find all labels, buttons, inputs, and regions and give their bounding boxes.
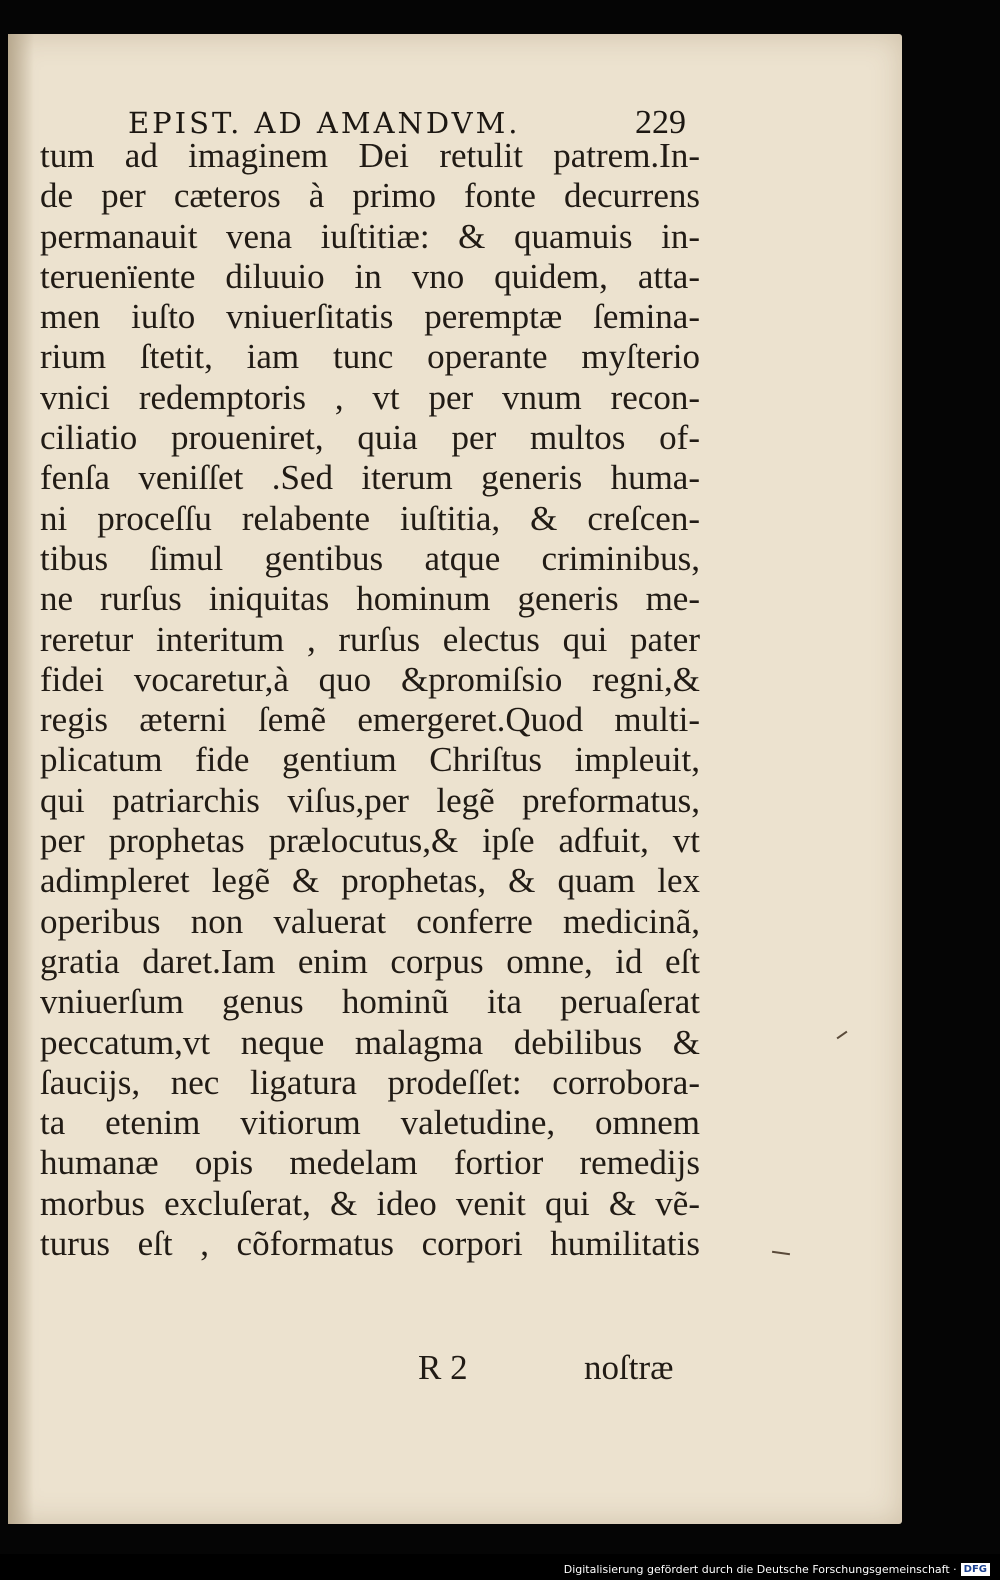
signature-mark: R 2 [418, 1348, 468, 1387]
text-line: turus eſt , cõformatus corpori humilitatis [40, 1224, 700, 1264]
text-line: de per cæteros à primo fonte decurrens [40, 176, 700, 216]
page-number: 229 [635, 104, 686, 141]
text-line: tum ad imaginem Dei retulit patrem.In- [40, 136, 700, 175]
dfg-logo-icon: DFG [961, 1563, 990, 1576]
text-line: ta etenim vitiorum valetudine, omnem [40, 1103, 700, 1143]
text-line: humanæ opis medelam fortior remedijs [40, 1143, 700, 1183]
text-line: per prophetas prælocutus,& ipſe adfuit, vt [40, 821, 700, 861]
text-line: rium ſtetit, iam tunc operante myſterio [40, 337, 700, 377]
text-line: ciliatio proueniret, quia per multos of- [40, 418, 700, 458]
funding-credit [564, 1563, 990, 1577]
text-line: teruenïente diluuio in vno quidem, atta- [40, 256, 700, 296]
text-line: ſaucijs, nec ligatura prodeſſet: corrobora- [40, 1062, 700, 1102]
page-spine-shadow [8, 34, 34, 1524]
text-line: plicatum fide gentium Chriſtus impleuit, [40, 740, 700, 780]
book-page [8, 34, 902, 1524]
text-line: qui patriarchis viſus,per legẽ preformatus, [40, 780, 700, 820]
text-line: men iuſto vniuerſitatis peremptæ ſemina- [40, 297, 700, 337]
margin-mark [837, 1031, 848, 1040]
text-line: adimpleret legẽ & prophetas, & quam lex [40, 861, 700, 901]
text-line: reretur interitum , rurſus electus qui pater [40, 619, 700, 659]
text-line: vnici redemptoris , vt per vnum recon- [40, 377, 700, 417]
catchword: noſtræ [584, 1348, 674, 1387]
text-line: peccatum,vt neque malagma debilibus & [40, 1022, 700, 1062]
text-line: ne rurſus iniquitas hominum generis me- [40, 579, 700, 619]
margin-mark [772, 1251, 790, 1255]
running-head: EPIST. AD AMANDVM. [128, 106, 521, 140]
text-line: morbus excluſerat, & ideo venit qui & vẽ- [40, 1183, 700, 1223]
text-line: fidei vocaretur,à quo &promiſsio regni,& [40, 659, 700, 699]
footer-bar [0, 1554, 1000, 1580]
text-line: permanauit vena iuſtitiæ: & quamuis in- [40, 216, 700, 256]
funding-credit-text: Digitalisierung gefördert durch die Deutsche Forschungsgemeinschaft · [563, 1562, 957, 1576]
text-line: fenſa veniſſet .Sed iterum generis huma- [40, 458, 700, 498]
body-text [40, 136, 700, 1264]
text-line: gratia daret.Iam enim corpus omne, id eſt [40, 941, 700, 981]
text-line: operibus non valuerat conferre medicinã, [40, 901, 700, 941]
text-line: vniuerſum genus hominũ ita peruaſerat [40, 982, 700, 1022]
text-line: regis æterni ſemẽ emergeret.Quod multi- [40, 700, 700, 740]
text-line: tibus ſimul gentibus atque criminibus, [40, 538, 700, 578]
text-line: ni proceſſu relabente iuſtitia, & creſcen- [40, 498, 700, 538]
